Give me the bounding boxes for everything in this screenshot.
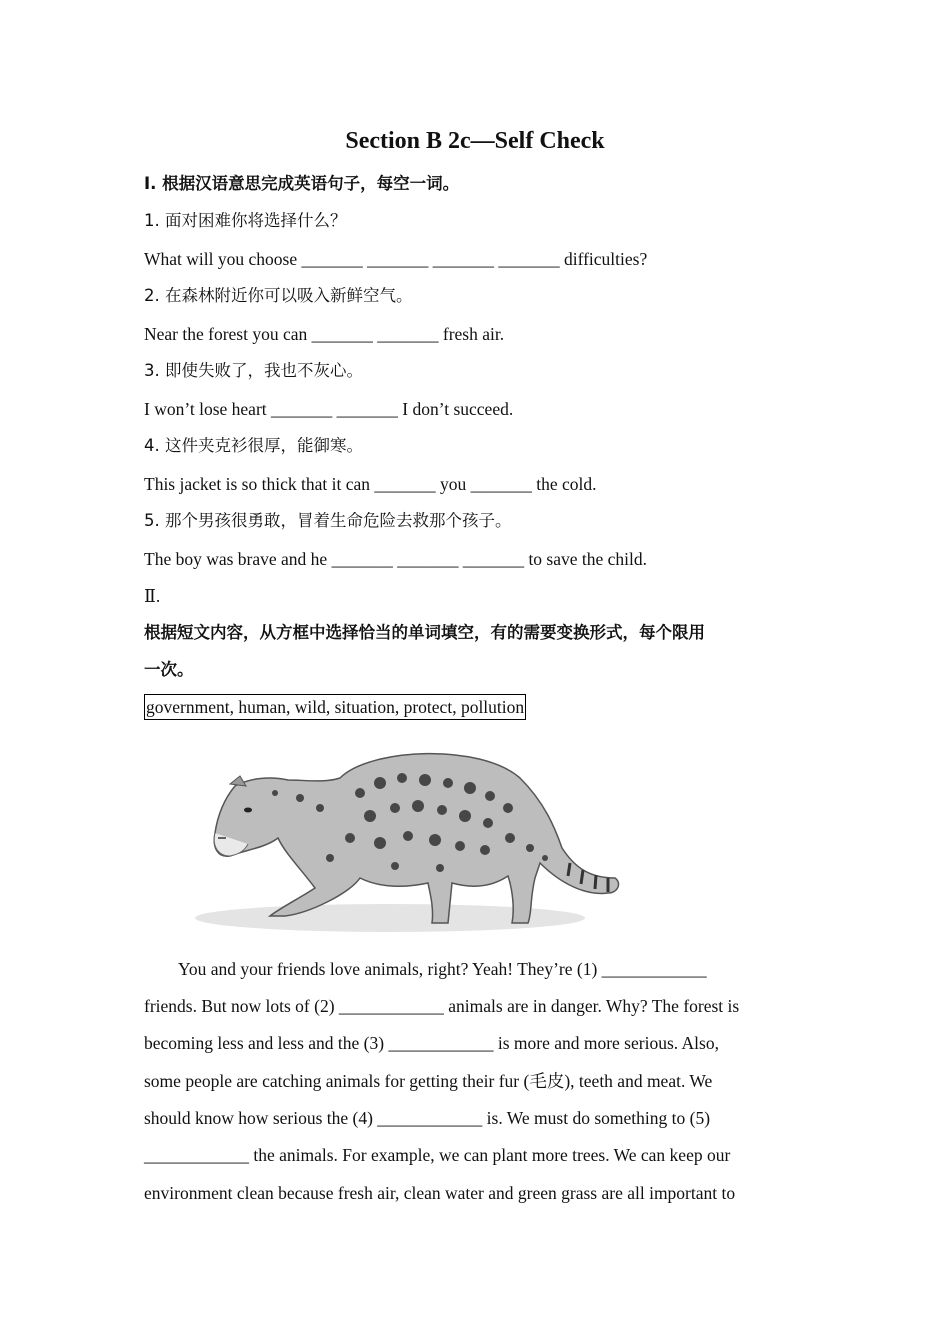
item-5-english: The boy was brave and he _______ _______ _______ to save the child. bbox=[144, 549, 648, 569]
passage-line-3: becoming less and less and the (3) ____________ is more and more serious. Also, bbox=[144, 1033, 719, 1053]
passage-line-4: some people are catching animals for getting their fur (毛皮), teeth and meat. We bbox=[144, 1071, 713, 1091]
passage-line-1: You and your friends love animals, right? Yeah! They’re (1) ____________ bbox=[178, 959, 707, 979]
item-4-english: This jacket is so thick that it can _______ you _______ the cold. bbox=[144, 474, 597, 494]
item-3-chinese: 3. 即使失败了，我也不灰心。 bbox=[144, 361, 363, 380]
item-2-english: Near the forest you can _______ _______ fresh air. bbox=[144, 324, 505, 344]
passage-line-5: should know how serious the (4) ____________ is. We must do something to (5) bbox=[144, 1108, 711, 1128]
passage-line-2: friends. But now lots of (2) ____________ animals are in danger. Why? The forest is bbox=[144, 996, 740, 1016]
item-4-chinese: 4. 这件夹克衫很厚，能御寒。 bbox=[144, 436, 363, 455]
item-5-chinese: 5. 那个男孩很勇敢，冒着生命危险去救那个孩子。 bbox=[144, 511, 512, 530]
part2-instruction-line2: 一次。 bbox=[144, 660, 194, 679]
passage-line-7: environment clean because fresh air, clean water and green grass are all important to bbox=[144, 1183, 736, 1203]
item-3-english: I won’t lose heart _______ _______ I don’t succeed. bbox=[144, 399, 514, 419]
item-2-chinese: 2. 在森林附近你可以吸入新鲜空气。 bbox=[144, 286, 413, 305]
passage-line-6: ____________ the animals. For example, we can plant more trees. We can keep our bbox=[144, 1145, 731, 1165]
part1-heading: Ⅰ. 根据汉语意思完成英语句子，每空一词。 bbox=[144, 174, 460, 193]
part2-numeral: Ⅱ. bbox=[144, 586, 161, 606]
part2-instruction-line1: 根据短文内容，从方框中选择恰当的单词填空，有的需要变换形式，每个限用 bbox=[144, 623, 705, 642]
jaguar-illustration bbox=[190, 738, 630, 948]
word-box: government, human, wild, situation, protect, pollution bbox=[144, 694, 526, 720]
page-title: Section B 2c—Self Check bbox=[345, 128, 605, 154]
item-1-chinese: 1. 面对困难你将选择什么？ bbox=[144, 211, 347, 230]
item-1-english: What will you choose _______ _______ _______ _______ difficulties? bbox=[144, 249, 648, 269]
